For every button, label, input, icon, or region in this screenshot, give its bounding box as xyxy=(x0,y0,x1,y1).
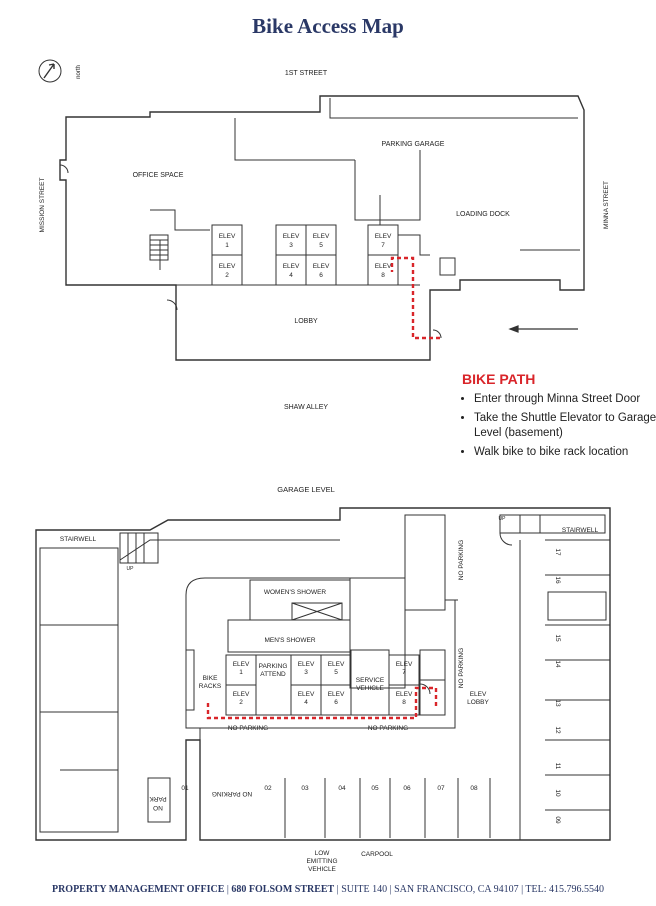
footer-address: 680 FOLSOM STREET xyxy=(231,884,335,895)
elev-number: 2 xyxy=(239,699,243,706)
elev-label: ELEV xyxy=(218,233,236,240)
elev-number: 5 xyxy=(334,669,338,676)
elev-number: 6 xyxy=(319,272,323,279)
elev-number: 1 xyxy=(239,669,243,676)
elev-label: ELEV xyxy=(327,691,345,698)
north-label: north xyxy=(76,65,82,79)
stall-number: 16 xyxy=(554,576,561,584)
first-street-label: 1ST STREET xyxy=(284,70,328,77)
stall-number: 15 xyxy=(554,634,561,642)
stall-number: 04 xyxy=(338,785,346,792)
mens-shower-label: MEN'S SHOWER xyxy=(264,637,316,644)
stall-number: 14 xyxy=(554,660,561,668)
elev-number: 3 xyxy=(304,669,308,676)
page-title: Bike Access Map xyxy=(252,14,404,38)
elev-number: 2 xyxy=(225,272,229,279)
elev-label: ELEV xyxy=(327,661,345,668)
stall-number: 11 xyxy=(554,762,561,770)
ground-level-plan xyxy=(39,60,584,360)
garage-level-plan xyxy=(36,508,610,840)
elev-number: 8 xyxy=(402,699,406,706)
elev-number: 8 xyxy=(381,272,385,279)
bike-path-step: • Take the Shuttle Elevator to Garage Level (basement) xyxy=(474,411,656,441)
stall-number: 01 xyxy=(181,785,189,792)
bike-racks-label: RACKS xyxy=(198,683,222,690)
elev-number: 3 xyxy=(289,242,293,249)
lobby-label: LOBBY xyxy=(294,318,318,325)
stall-number: 05 xyxy=(371,785,379,792)
elev-number: 6 xyxy=(334,699,338,706)
service-vehicle-label: VEHICLE xyxy=(356,685,384,692)
shaw-alley-label: SHAW ALLEY xyxy=(283,404,329,411)
footer: PROPERTY MANAGEMENT OFFICE | 680 FOLSOM STREET | SUITE 140 | SAN FRANCISCO, CA 94107 | TEL: 415.796.5540 xyxy=(51,884,605,895)
elev-label: ELEV xyxy=(395,661,413,668)
elev-number: 1 xyxy=(225,242,229,249)
footer-suite: SUITE 140 xyxy=(341,884,388,895)
service-vehicle-label: SERVICE xyxy=(355,677,385,684)
parking-garage-label: PARKING GARAGE xyxy=(381,141,445,148)
elev-label: ELEV xyxy=(395,691,413,698)
no-parking-label: NO PARKING xyxy=(458,539,465,581)
stall-number: 08 xyxy=(470,785,478,792)
bike-racks-label: BIKE xyxy=(202,675,218,682)
elev-label: ELEV xyxy=(297,661,315,668)
elev-label: ELEV xyxy=(374,263,392,270)
north-arrow-icon xyxy=(39,60,61,82)
loading-dock-label: LOADING DOCK xyxy=(456,211,510,218)
stall-number: 09 xyxy=(554,816,561,824)
stall-number: 07 xyxy=(437,785,445,792)
stairwell-label: STAIRWELL xyxy=(59,536,97,543)
garage-level-title: GARAGE LEVEL xyxy=(277,485,335,494)
elev-label: ELEV xyxy=(282,233,300,240)
parking-attend-label: PARKING xyxy=(258,663,288,670)
parking-attend-label: ATTEND xyxy=(260,671,286,678)
elev-number: 5 xyxy=(319,242,323,249)
elev-label: ELEV xyxy=(232,691,250,698)
elev-label: ELEV xyxy=(374,233,392,240)
elev-number: 7 xyxy=(381,242,385,249)
office-space-label: OFFICE SPACE xyxy=(132,172,184,179)
stall-number: 10 xyxy=(554,789,561,797)
low-emitting-label: LOW xyxy=(314,850,330,857)
bike-path-steps xyxy=(458,392,656,464)
carpool-label: CARPOOL xyxy=(361,851,393,858)
footer-tel: TEL: 415.796.5540 xyxy=(525,884,605,895)
footer-city: SAN FRANCISCO, CA 94107 xyxy=(394,884,519,895)
bike-path-ground xyxy=(392,258,440,338)
elev-label: ELEV xyxy=(218,263,236,270)
bike-path-step: • Enter through Minna Street Door xyxy=(474,392,656,407)
no-park-label: NO xyxy=(153,804,163,811)
stall-number: 17 xyxy=(554,548,561,556)
elev-number: 4 xyxy=(289,272,293,279)
footer-office: PROPERTY MANAGEMENT OFFICE xyxy=(51,884,225,895)
elev-lobby-label: LOBBY xyxy=(467,699,489,706)
low-emitting-label: EMITTING xyxy=(306,858,338,865)
stairwell-label: STAIRWELL xyxy=(561,527,599,534)
elev-label: ELEV xyxy=(282,263,300,270)
no-parking-label: NO PARKING xyxy=(227,725,269,732)
up-label: UP xyxy=(126,566,134,572)
low-emitting-label: VEHICLE xyxy=(308,866,336,873)
elev-number: 4 xyxy=(304,699,308,706)
minna-street-label: MINNA STREET xyxy=(603,180,610,230)
up-label: UP xyxy=(498,516,506,522)
elev-number: 7 xyxy=(402,669,406,676)
stall-number: 02 xyxy=(264,785,272,792)
elev-label: ELEV xyxy=(232,661,250,668)
elev-label: ELEV xyxy=(312,233,330,240)
mission-street-label: MISSION STREET xyxy=(39,177,46,233)
bike-path-step: • Walk bike to bike rack location xyxy=(474,445,656,460)
elev-label: ELEV xyxy=(312,263,330,270)
stall-number: 06 xyxy=(403,785,411,792)
stall-number: 13 xyxy=(554,699,561,707)
elev-lobby-label: ELEV xyxy=(469,691,487,698)
no-parking-label: NO PARKING xyxy=(211,790,253,797)
stall-number: 03 xyxy=(301,785,309,792)
stall-number: 12 xyxy=(554,726,561,734)
entry-arrow-icon xyxy=(510,326,578,332)
bike-path-title: BIKE PATH xyxy=(462,371,536,387)
elev-label: ELEV xyxy=(297,691,315,698)
no-parking-label: NO PARKING xyxy=(458,647,465,689)
womens-shower-label: WOMEN'S SHOWER xyxy=(263,589,327,596)
no-parking-label: NO PARKING xyxy=(367,725,409,732)
no-park-label: PARK xyxy=(149,795,167,802)
